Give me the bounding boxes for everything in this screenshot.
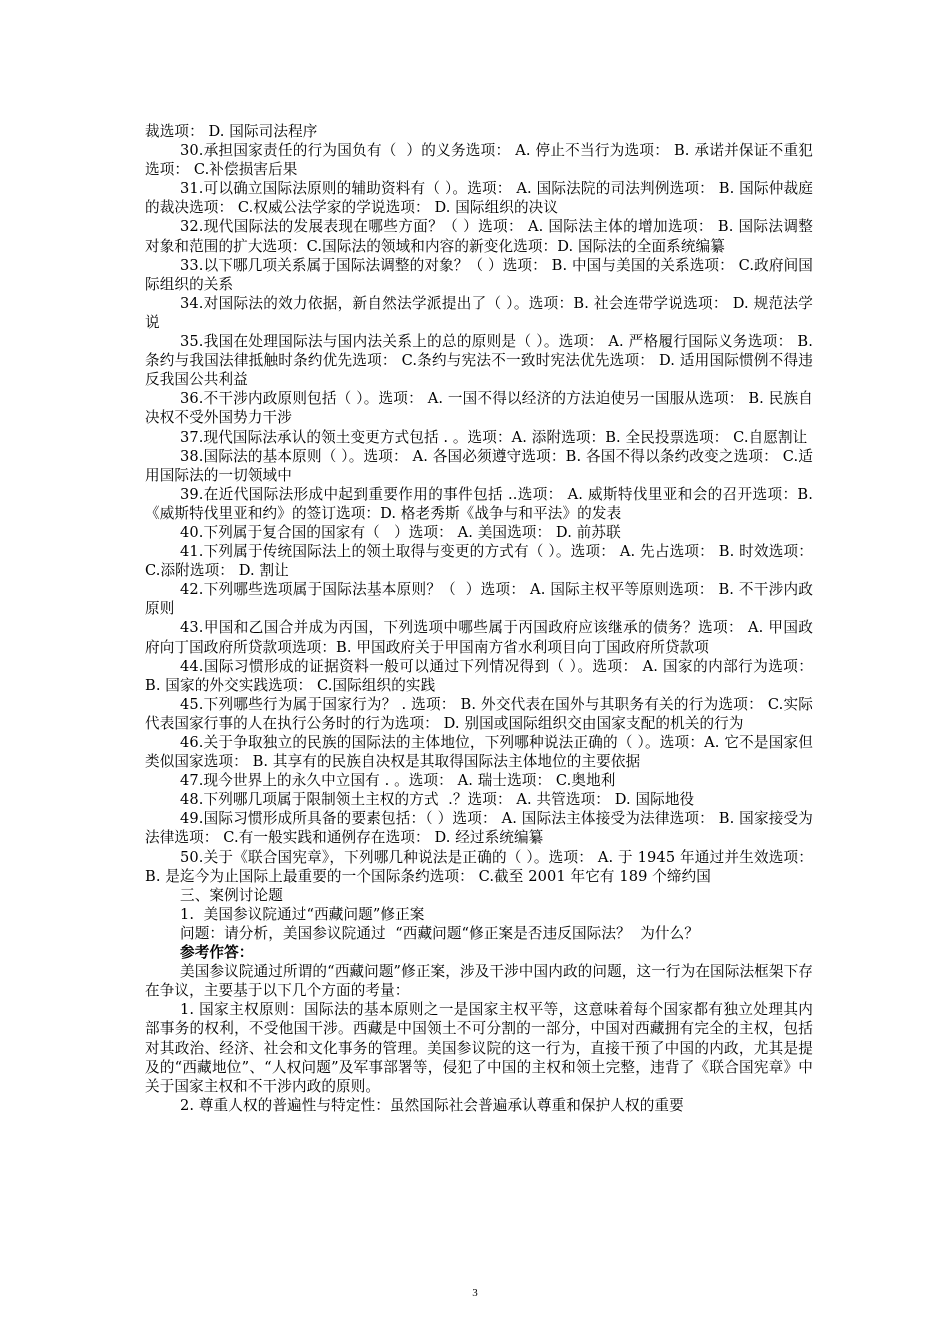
question-34: 34.对国际法的效力依据，新自然法学派提出了（ ）。选项：B. 社会连带学说选项： D. 规范法学说 [145,294,813,331]
question-32: 32.现代国际法的发展表现在哪些方面？（ ）选项： A. 国际法主体的增加选项： B. 国际法调整对象和范围的扩大选项：C.国际法的领域和内容的新变化选项：D. 国际法的全面系统编纂 [145,218,813,255]
case-question: 问题：请分析，美国参议院通过 “西藏问题“修正案是否违反国际法？ 为什么？ [180,924,700,942]
question-40: 40.下列属于复合国的国家有（ ）选项： A. 美国选项： D. 前苏联 [180,523,621,541]
question-45: 45.下列哪些行为属于国家行为？ . 选项： B. 外交代表在国外与其职务有关的行为选项： C.实际代表国家行事的人在执行公务时的行为选项： D. 别国或国际组织交由国家支配的机关的行为 [145,695,813,732]
question-42: 42.下列哪些选项属于国际法基本原则？（ ）选项： A. 国际主权平等原则选项： B. 不干涉内政原则 [145,581,813,618]
answer-point-2: 2. 尊重人权的普遍性与特定性：虽然国际社会普遍承认尊重和保护人权的重要 [180,1096,684,1114]
answer-intro: 美国参议院通过所谓的“西藏问题”修正案，涉及干涉中国内政的问题，这一行为在国际法框架下存在争议，主要基于以下几个方面的考量： [145,963,813,1000]
question-41: 41.下列属于传统国际法上的领土取得与变更的方式有（ ）。选项： A. 先占选项： B. 时效选项： C.添附选项： D. 割让 [145,543,818,580]
question-48: 48.下列哪几项属于限制领土主权的方式 .？选项： A. 共管选项： D. 国际地役 [180,791,695,809]
question-30: 30.承担国家责任的行为国负有（ ）的义务选项： A. 停止不当行为选项： B. 承诺并保证不重犯选项： C.补偿损害后果 [145,142,813,179]
question-49: 49.国际习惯形成所具备的要素包括：（ ）选项： A. 国际法主体接受为法律选项： B. 国家接受为法律选项： C.有一般实践和通例存在选项： D. 经过系统编纂 [145,810,813,847]
question-47: 47.现今世界上的永久中立国有 . 。选项： A. 瑞士选项： C.奥地利 [180,772,616,790]
case-title: 1. 美国参议院通过“西藏问题”修正案 [180,905,425,923]
question-33: 33.以下哪几项关系属于国际法调整的对象？（ ）选项： B. 中国与美国的关系选项： C.政府间国际组织的关系 [145,256,813,293]
reference-answer-label: 参考作答： [180,944,254,962]
question-50: 50.关于《联合国宪章》，下列哪几种说法是正确的（ ）。选项： A. 于 1945 年通过并生效选项： B. 是迄今为止国际上最重要的一个国际条约选项： C.截至 2001 年它有 189 个缔约国 [145,848,818,885]
page-number: 3 [472,1287,478,1299]
question-44: 44.国际习惯形成的证据资料一般可以通过下列情况得到（ ）。选项： A. 国家的内部行为选项： B. 国家的外交实践选项： C.国际组织的实践 [145,657,818,694]
question-38: 38.国际法的基本原则（ ）。选项： A. 各国必须遵守选项：B. 各国不得以条约改变之选项： C.适用国际法的一切领域中 [145,447,813,484]
question-36: 36.不干涉内政原则包括（ ）。选项： A. 一国不得以经济的方法迫使另一国服从选项： B. 民族自决权不受外国势力干涉 [145,390,813,427]
page-body [145,122,818,1115]
question-37: 37.现代国际法承认的领土变更方式包括 . 。选项：A. 添附选项：B. 全民投票选项： C.自愿割让 [180,428,808,446]
question-46: 46.关于争取独立的民族的国际法的主体地位，下列哪种说法正确的（ ）。选项：A. 它不是国家但类似国家选项： B. 其享有的民族自决权是其取得国际法主体地位的主要依据 [145,734,813,771]
section-heading: 三、案例讨论题 [180,886,283,904]
answer-point-1: 1. 国家主权原则：国际法的基本原则之一是国家主权平等，这意味着每个国家都有独立处理其内部事务的权利，不受他国干涉。西藏是中国领土不可分割的一部分，中国对西藏拥有完全的主权，包括对其政治、经济、社会和文化事务的管理。美国参议院的这一行为，直接干预了中国的内政，尤其是提及的“西藏地位”、“人权问题”及军事部署等，侵犯了中国的主权和领土完整，违背了《联合国宪章》中关于国家主权和不干涉内政的原则。 [145,1001,813,1095]
question-31: 31.可以确立国际法原则的辅助资料有（ ）。选项： A. 国际法院的司法判例选项： B. 国际仲裁庭的裁决选项： C.权威公法学家的学说选项： D. 国际组织的决议 [145,180,813,217]
paragraph-29-tail: 裁选项： D. 国际司法程序 [145,123,318,140]
question-39: 39.在近代国际法形成中起到重要作用的事件包括 ..选项： A. 威斯特伐里亚和会的召开选项：B.《威斯特伐里亚和约》的签订选项：D. 格老秀斯《战争与和平法》的发表 [145,485,813,522]
question-43: 43.甲国和乙国合并成为丙国，下列选项中哪些属于丙国政府应该继承的债务？选项： A. 甲国政府向丁国政府所贷款项选项：B. 甲国政府关于甲国南方省水利项目向丁国政府所贷款项 [145,619,813,656]
question-35: 35.我国在处理国际法与国内法关系上的总的原则是（ ）。选项： A. 严格履行国际义务选项： B. 条约与我国法律抵触时条约优先选项： C.条约与宪法不一致时宪法优先选项： D. 适用国际惯例不得违反我国公共利益 [145,333,818,389]
